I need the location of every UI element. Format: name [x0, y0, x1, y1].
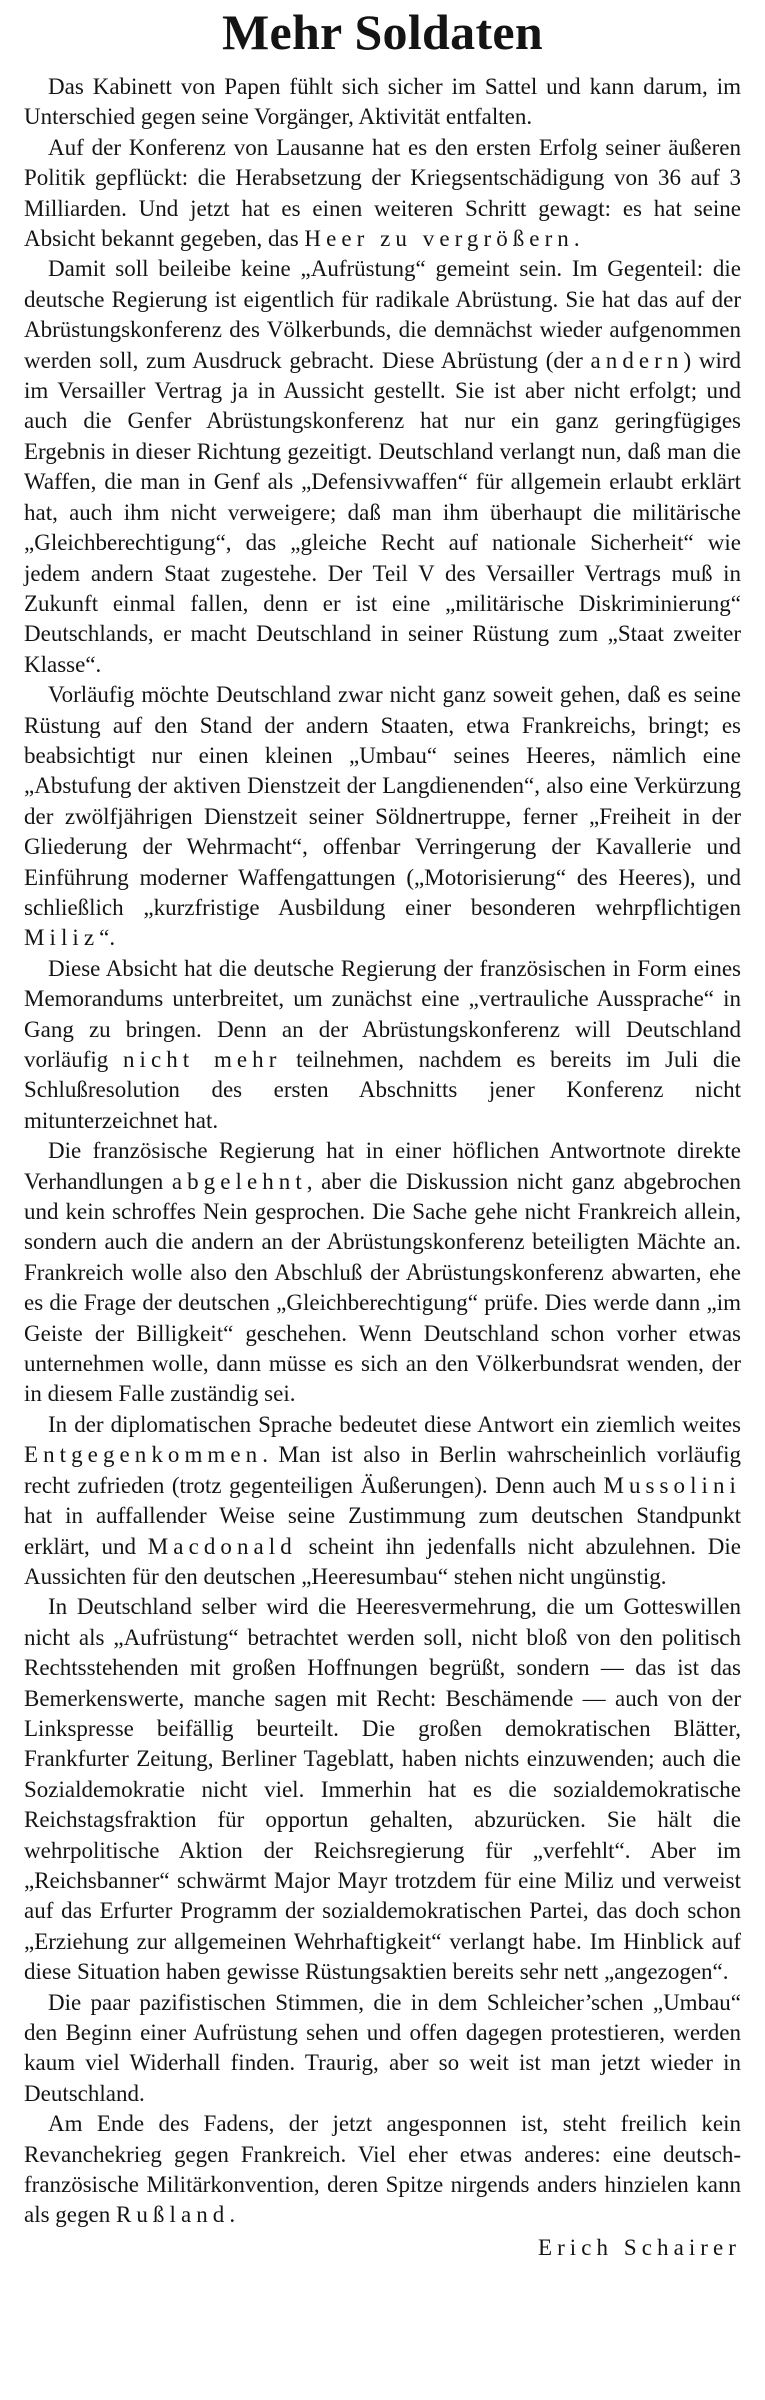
article-paragraph	[24, 1592, 741, 1987]
spaced-emphasis-text: Miliz	[24, 925, 100, 951]
paragraph-text: Die paar pazifistischen Stimmen, die in dem Schleicher’schen „Umbau“ den Beginn einer Aufrüstung sehen und offen dagegen protestieren, werden kaum viel Widerhall finden. Traurig, aber so weit ist man jetzt wieder in Deutschland.	[24, 1989, 741, 2106]
article-paragraph	[24, 954, 741, 1136]
paragraph-text: “.	[99, 925, 116, 951]
paragraph-text: Die französische Regierung hat in einer höflichen Antwortnote direkte Verhandlungen	[24, 1138, 741, 1194]
paragraph-text: hat in auffallender Weise seine Zustimmung zum deutschen Standpunkt erklärt, und	[24, 1503, 741, 1559]
spaced-emphasis-text: Mussolini	[603, 1472, 741, 1498]
paragraph-text: Auf der Konferenz von Lausanne hat es den ersten Erfolg seiner äußeren Politik gepflückt: die Herabsetzung der Kriegsentschädigung von 36 auf 3 Milliarden. Und jetzt hat es einen weiteren Schritt gewagt: es hat seine Absicht bekannt gegeben, das	[24, 134, 741, 252]
paragraph-text: ) wird im Versailler Vertrag ja in Aussicht gestellt. Sie ist aber nicht erfolgt; und auch die Genfer Abrüstungskonferenz hat nur ein ganz geringfügiges Ergebnis in dieser Richtung gezeitigt. Deutschland verlangt nun, daß man die Waffen, die man in Genf als „Defensivwaffen“ für allgemein erlaubt erklärt hat, auch ihm nicht verweigere; daß man ihm überhaupt die militärische „Gleichberechtigung“, das „gleiche Recht auf nationale Sicherheit“ wie jedem andern Staat zugestehe. Der Teil V des Versailler Vertrags muß in Zukunft einmal fallen, denn er ist eine „militärische Diskriminierung“ Deutschlands, er macht Deutschland in seiner Rüstung zum „Staat zweiter Klasse“.	[24, 347, 741, 677]
paragraph-text: .	[229, 2202, 236, 2228]
paragraph-text: Vorläufig möchte Deutschland zwar nicht ganz soweit gehen, daß es seine Rüstung auf den Stand der andern Staaten, etwa Frankreichs, bringt; es beabsichtigt nur einen kleinen „Umbau“ seines Heeres, nämlich eine „Abstufung der aktiven Dienstzeit der Langdienenden“, also eine Verkürzung der zwölfjährigen Dienstzeit seiner Söldnertruppe, ferner „Freiheit in der Gliederung der Wehrmacht“, offenbar Verringerung der Kavallerie und Einführung moderner Waffengattungen („Motorisierung“ des Heeres), und schließlich „kurzfristige Ausbildung einer besonderen wehrpflichtigen	[24, 682, 741, 920]
paragraph-text: teilnehmen, nachdem es bereits im Juli die Schlußresolution des ersten Abschnitts jener Konferenz nicht mitunterzeichnet hat.	[24, 1047, 741, 1133]
spaced-emphasis-text: Rußland	[115, 2202, 230, 2228]
paragraph-text: Das Kabinett von Papen fühlt sich sicher im Sattel und kann darum, im Unterschied gegen seine Vorgänger, Aktivität entfalten.	[24, 74, 741, 130]
paragraph-text: Damit soll beileibe keine „Aufrüstung“ gemeint sein. Im Gegenteil: die deutsche Regierung ist eigentlich für radikale Abrüstung. Sie hat das auf der Abrüstungskonferenz des Völkerbunds, die demnächst wieder aufgenommen werden soll, zum Ausdruck gebracht. Diese Abrüstung (der	[24, 256, 741, 373]
article-paragraph	[24, 1136, 741, 1410]
spaced-emphasis-text: nicht mehr	[122, 1047, 282, 1072]
paragraph-text: , aber die Diskussion nicht ganz abgebrochen und kein schroffes Nein gesprochen. Die Sache gehe nicht Frankreich allein, sondern auch die andern an der Abrüstungskonferenz beteiligten Mächte an. Frankreich wolle also den Abschluß der Abrüstungskonferenz abwarten, ehe es die Frage der deutschen „Gleichberechtigung“ prüfe. Dies werde dann „im Geiste der Billigkeit“ geschehen. Wenn Deutschland schon vorher etwas unternehmen wolle, dann müsse es sich an den Völkerbundsrat wenden, der in diesem Falle zuständig sei.	[24, 1168, 741, 1407]
paragraph-text: scheint ihn jedenfalls nicht abzulehnen. Die Aussichten für den deutschen „Heeresumbau“ stehen nicht ungünstig.	[24, 1533, 741, 1589]
spaced-emphasis-text: Macdonald	[147, 1533, 297, 1559]
paragraph-text: .	[573, 226, 580, 252]
paragraph-text: Diese Absicht hat die deutsche Regierung der französischen in Form eines Memorandums unterbreitet, um zunächst eine „vertrauliche Aussprache“ in Gang zu bringen. Denn an der Abrüstungskonferenz will Deutschland vorläufig	[24, 955, 741, 1072]
article-paragraph	[24, 72, 741, 133]
paragraph-text: In Deutschland selber wird die Heeresvermehrung, die um Gotteswillen nicht als „Aufrüstung“ betrachtet werden soll, nicht bloß von den politisch Rechtsstehenden mit großen Hoffnungen begrüßt, sondern — das ist das Bemerkenswerte, manche sagen mit Recht: Beschämende — auch von der Linkspresse beifällig beurteilt. Die großen demokratischen Blätter, Frankfurter Zeitung, Berliner Tageblatt, haben nichts einzuwenden; auch die Sozialdemokratie nicht viel. Immerhin hat es die sozialdemokratische Reichstagsfraktion für opportun gehalten, abzurücken. Sie hält die wehrpolitische Aktion der Reichsregierung für „verfehlt“. Aber im „Reichsbanner“ schwärmt Major Mayr trotzdem für eine Miliz und verweist auf das Erfurter Programm der sozialdemokratischen Partei, das doch schon „Erziehung zur allgemeinen Wehrhaftigkeit“ verlangt habe. Im Hinblick auf diese Situation haben gewisse Rüstungsaktien bereits sehr nett „angezogen“.	[24, 1594, 741, 1985]
spaced-emphasis-text: Entgegenkommen	[24, 1442, 263, 1468]
article-paragraph	[24, 1988, 741, 2110]
article-body	[24, 72, 741, 2231]
spaced-emphasis-text: Heer zu vergrößern	[304, 226, 574, 252]
spaced-emphasis-text: andern	[590, 347, 684, 373]
article-paragraph	[24, 2109, 741, 2231]
paragraph-text: In der diplomatischen Sprache bedeutet diese Antwort ein ziemlich weites	[48, 1411, 741, 1437]
article-paragraph	[24, 254, 741, 680]
article-title: Mehr Soldaten	[221, 4, 544, 60]
article-paragraph	[24, 1410, 741, 1592]
paragraph-text: . Man ist also in Berlin wahrscheinlich vorläufig recht zufrieden (trotz gegenteiligen Äußerungen). Denn auch	[24, 1442, 741, 1498]
spaced-emphasis-text: abgelehnt	[171, 1168, 307, 1194]
author-signature: Erich Schairer	[537, 2234, 741, 2260]
article-paragraph	[24, 133, 741, 255]
article-paragraph	[24, 680, 741, 954]
paragraph-text: Am Ende des Fadens, der jetzt angesponnen ist, steht freilich kein Revanchekrieg gegen Frankreich. Viel eher etwas anderes: eine deutsch-französische Militärkonvention, deren Spitze nirgends anders hinzielen kann als gegen	[24, 2111, 741, 2228]
